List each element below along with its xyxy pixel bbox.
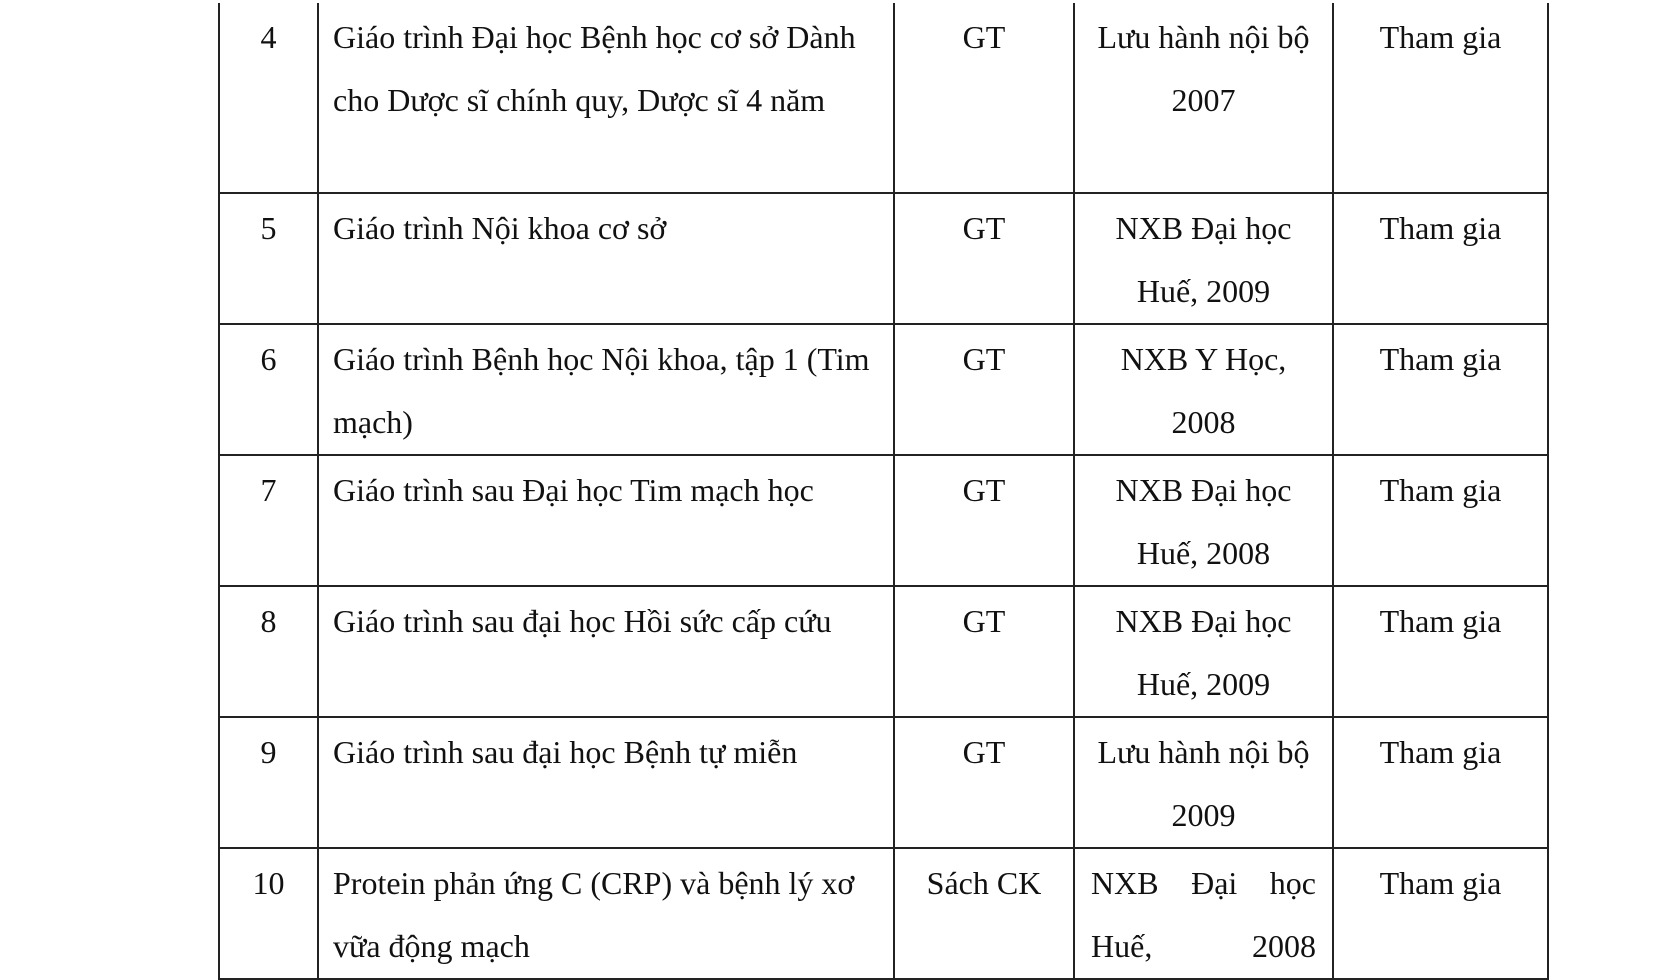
book-title: Giáo trình Đại học Bệnh học cơ sở Dành cho Dược sĩ chính quy, Dược sĩ 4 năm xyxy=(318,3,894,193)
publisher-year: NXB Đại học Huế, 2009 xyxy=(1074,193,1333,324)
author-role: Tham gia xyxy=(1333,3,1548,193)
author-role: Tham gia xyxy=(1333,586,1548,717)
book-title: Giáo trình Bệnh học Nội khoa, tập 1 (Tim mạch) xyxy=(318,324,894,455)
table-row xyxy=(219,324,1548,455)
row-number: 6 xyxy=(219,324,318,455)
row-number: 4 xyxy=(219,3,318,193)
book-title: Giáo trình Nội khoa cơ sở xyxy=(318,193,894,324)
row-number: 5 xyxy=(219,193,318,324)
table-row xyxy=(219,717,1548,848)
book-type: GT xyxy=(894,717,1074,848)
table-row xyxy=(219,848,1548,979)
row-number: 10 xyxy=(219,848,318,979)
book-type: GT xyxy=(894,455,1074,586)
publisher-year: NXB Đại học Huế, 2009 xyxy=(1074,586,1333,717)
author-role: Tham gia xyxy=(1333,848,1548,979)
author-role: Tham gia xyxy=(1333,717,1548,848)
book-type: GT xyxy=(894,193,1074,324)
table-row xyxy=(219,455,1548,586)
publisher-year: Lưu hành nội bộ 2009 xyxy=(1074,717,1333,848)
book-title: Giáo trình sau Đại học Tim mạch học xyxy=(318,455,894,586)
author-role: Tham gia xyxy=(1333,455,1548,586)
book-type: Sách CK xyxy=(894,848,1074,979)
publisher-year: Lưu hành nội bộ 2007 xyxy=(1074,3,1333,193)
book-type: GT xyxy=(894,586,1074,717)
table-row xyxy=(219,3,1548,193)
table-row xyxy=(219,193,1548,324)
row-number: 7 xyxy=(219,455,318,586)
book-list-page xyxy=(218,3,1547,964)
publisher-year: NXB Y Học, 2008 xyxy=(1074,324,1333,455)
book-title: Giáo trình sau đại học Bệnh tự miễn xyxy=(318,717,894,848)
table-row xyxy=(219,586,1548,717)
author-role: Tham gia xyxy=(1333,324,1548,455)
publications-table xyxy=(218,3,1549,980)
row-number: 9 xyxy=(219,717,318,848)
book-title: Protein phản ứng C (CRP) và bệnh lý xơ vữa động mạch xyxy=(318,848,894,979)
book-type: GT xyxy=(894,3,1074,193)
author-role: Tham gia xyxy=(1333,193,1548,324)
publisher-year: NXB Đại học Huế, 2008 xyxy=(1074,455,1333,586)
book-type: GT xyxy=(894,324,1074,455)
book-title: Giáo trình sau đại học Hồi sức cấp cứu xyxy=(318,586,894,717)
publisher-year: NXB Đại học Huế, 2008 xyxy=(1074,848,1333,979)
row-number: 8 xyxy=(219,586,318,717)
